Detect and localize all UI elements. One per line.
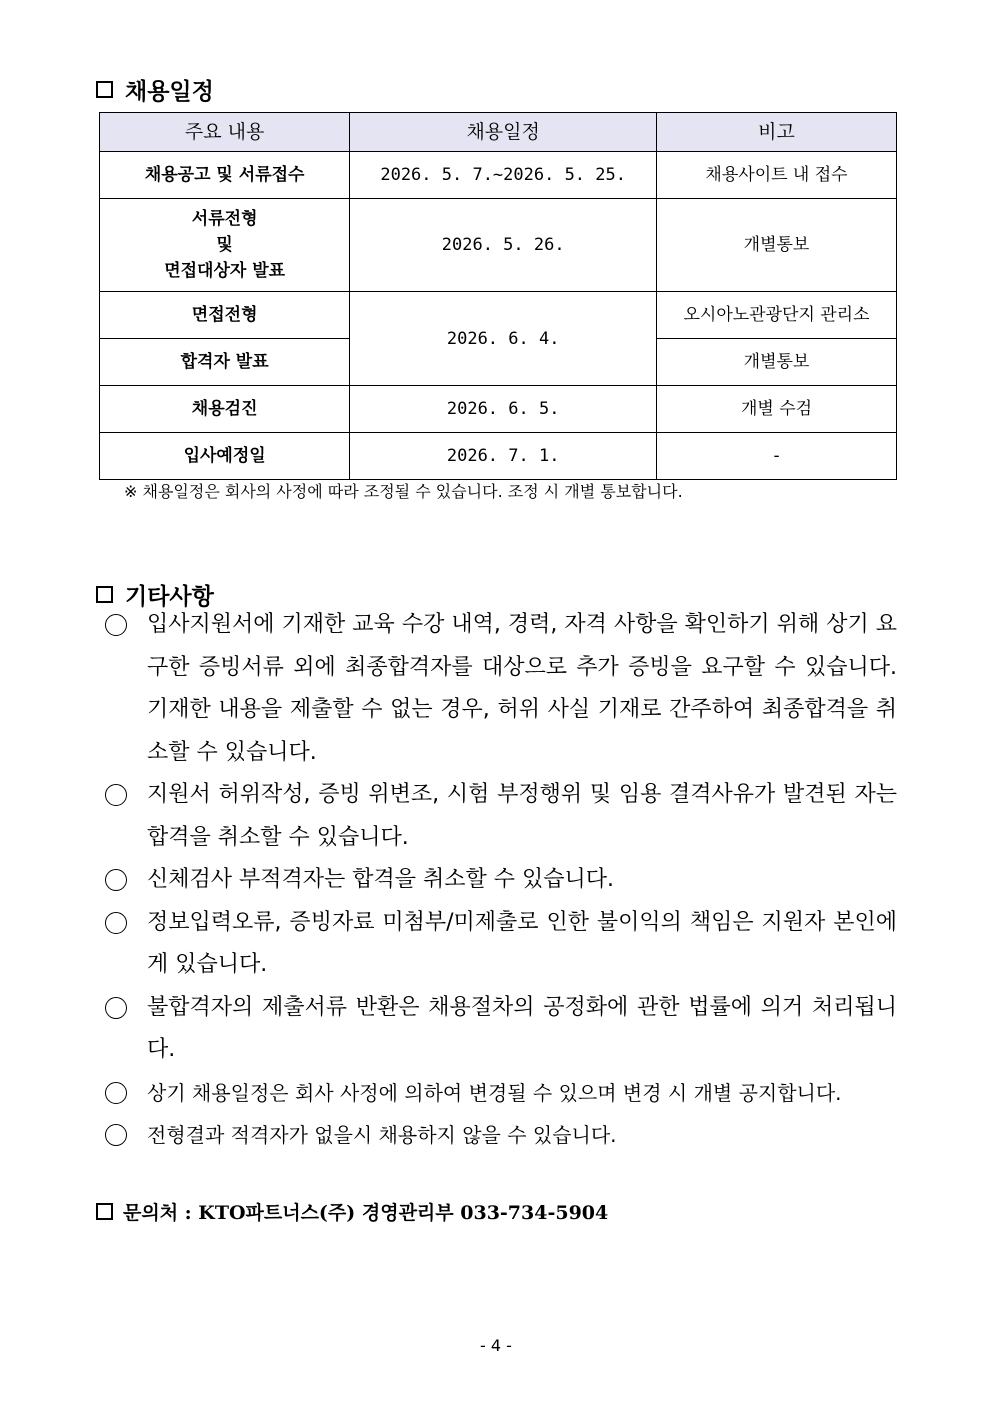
list-item (105, 1072, 897, 1115)
other-section-title-text: 기타사항 (125, 584, 214, 610)
table-cell-note: 개별통보 (657, 339, 897, 386)
square-bullet-icon (96, 586, 113, 603)
schedule-table (99, 112, 897, 480)
table-cell-item: 합격자 발표 (100, 339, 350, 386)
table-cell-item: 면접전형 (100, 292, 350, 339)
circle-bullet-icon (105, 784, 127, 806)
table-cell-date: 2026. 5. 7.~2026. 5. 25. (350, 152, 657, 199)
table-row (100, 386, 897, 433)
table-cell-date: 2026. 6. 4. (350, 292, 657, 386)
circle-bullet-icon (105, 869, 127, 891)
table-cell-item: 채용공고 및 서류접수 (100, 152, 350, 199)
circle-bullet-icon (105, 1124, 127, 1146)
circle-bullet-icon (105, 614, 127, 636)
table-cell-date: 2026. 5. 26. (350, 199, 657, 292)
list-item-text: 상기 채용일정은 회사 사정에 의하여 변경될 수 있으며 변경 시 개별 공지합니다. (147, 1080, 842, 1105)
table-cell-note: 오시아노관광단지 관리소 (657, 292, 897, 339)
circle-bullet-icon (105, 912, 127, 934)
list-item (105, 774, 897, 859)
circle-bullet-icon (105, 1082, 127, 1104)
list-item-text: 정보입력오류, 증빙자료 미첨부/미제출로 인한 불이익의 책임은 지원자 본인에게 있습니다. (147, 909, 897, 977)
list-item-text: 불합격자의 제출서류 반환은 채용절차의 공정화에 관한 법률에 의거 처리됩니다. (147, 994, 897, 1062)
list-item-text: 입사지원서에 기재한 교육 수강 내역, 경력, 자격 사항을 확인하기 위해 상기 요구한 증빙서류 외에 최종합격자를 대상으로 추가 증빙을 요구할 수 있습니다. 기재한 내용을 제출할 수 없는 경우, 허위 사실 기재로 간주하여 최종합격을 취소할 수 있습니다. (147, 612, 897, 765)
table-cell-item (100, 199, 350, 292)
schedule-note: ※ 채용일정은 회사의 사정에 따라 조정될 수 있습니다. 조정 시 개별 통보합니다. (124, 482, 683, 501)
other-items-list (105, 604, 897, 1157)
square-bullet-icon (96, 81, 113, 98)
list-item (105, 604, 897, 774)
list-item (105, 1114, 897, 1157)
table-cell-note: - (657, 433, 897, 480)
table-header-row (100, 113, 897, 152)
table-row (100, 199, 897, 292)
contact-text: 문의처 : KTO파트너스(주) 경영관리부 033-734-5904 (123, 1202, 609, 1224)
list-item (105, 987, 897, 1072)
schedule-section-title (96, 73, 214, 106)
table-cell-item-line: 및 (216, 235, 233, 255)
table-cell-note: 개별 수검 (657, 386, 897, 433)
square-bullet-icon (96, 1203, 113, 1220)
circle-bullet-icon (105, 997, 127, 1019)
schedule-section-title-text: 채용일정 (125, 79, 214, 105)
page-number: - 4 - (480, 1336, 512, 1355)
header-note: 비고 (657, 113, 897, 152)
list-item (105, 859, 897, 902)
table-row (100, 152, 897, 199)
table-cell-note: 개별통보 (657, 199, 897, 292)
table-cell-item: 채용검진 (100, 386, 350, 433)
table-row (100, 433, 897, 480)
list-item-text: 전형결과 적격자가 없을시 채용하지 않을 수 있습니다. (147, 1123, 617, 1147)
list-item (105, 902, 897, 987)
list-item-text: 지원서 허위작성, 증빙 위변조, 시험 부정행위 및 임용 결격사유가 발견된 자는 합격을 취소할 수 있습니다. (147, 782, 897, 850)
list-item-text: 신체검사 부적격자는 합격을 취소할 수 있습니다. (147, 867, 615, 892)
contact-line (96, 1198, 608, 1225)
header-date: 채용일정 (350, 113, 657, 152)
header-item: 주요 내용 (100, 113, 350, 152)
table-row (100, 292, 897, 339)
table-cell-item-line: 면접대상자 발표 (164, 261, 286, 281)
table-cell-date: 2026. 6. 5. (350, 386, 657, 433)
table-cell-item: 입사예정일 (100, 433, 350, 480)
table-cell-date: 2026. 7. 1. (350, 433, 657, 480)
table-cell-note: 채용사이트 내 접수 (657, 152, 897, 199)
table-cell-item-line: 서류전형 (191, 209, 258, 229)
